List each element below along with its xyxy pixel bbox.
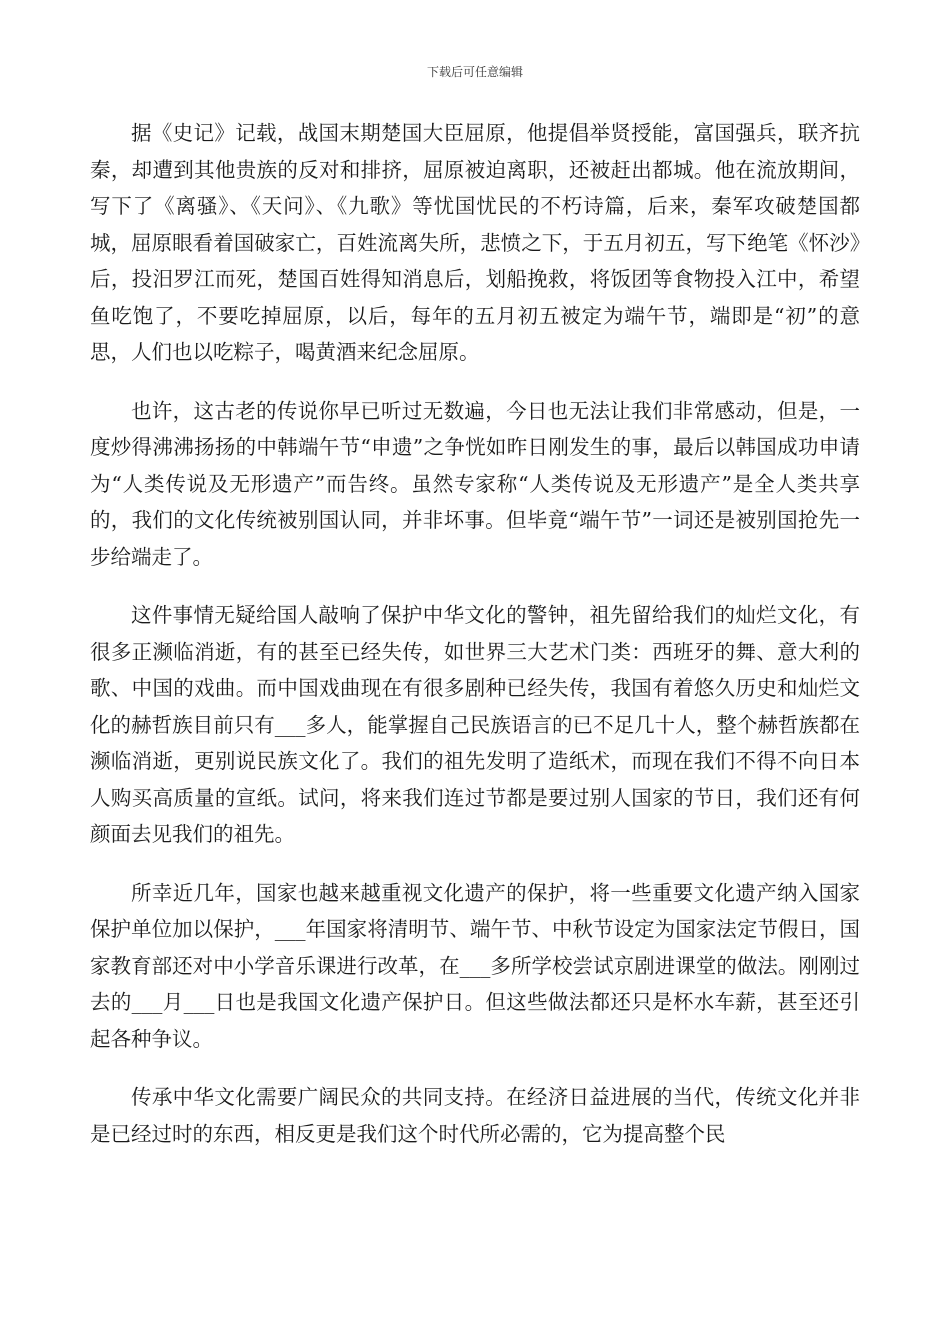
paragraph-5: 传承中华文化需要广阔民众的共同支持。在经济日益进展的当代，传统文化并非是已经过时的东西，相反更是我们这个时代所必需的，它为提高整个民 — [90, 1085, 860, 1146]
paragraph-4: 所幸近几年，国家也越来越重视文化遗产的保护，将一些重要文化遗产纳入国家保护单位加以保护，___年国家将清明节、端午节、中秋节设定为国家法定节假日，国家教育部还对中小学音乐课进行改革，在___多所学校尝试京剧进课堂的做法。刚刚过去的___月___日也是我国文化遗产保护日。但这些做法都还只是杯水车薪，甚至还引起各种争议。 — [90, 880, 860, 1051]
paragraph-3: 这件事情无疑给国人敲响了保护中华文化的警钟，祖先留给我们的灿烂文化，有很多正濒临消逝，有的甚至已经失传，如世界三大艺术门类：西班牙的舞、意大利的歌、中国的戏曲。而中国戏曲现在有很多剧种已经失传，我国有着悠久历史和灿烂文化的赫哲族目前只有___多人，能掌握自己民族语言的已不足几十人，整个赫哲族都在濒临消逝，更别说民族文化了。我们的祖先发明了造纸术，而现在我们不得不向日本人购买高质量的宣纸。试问，将来我们连过节都是要过别人国家的节日，我们还有何颜面去见我们的祖先。 — [90, 603, 860, 846]
document-body — [90, 115, 860, 1152]
paragraph-1: 据《史记》记载，战国末期楚国大臣屈原，他提倡举贤授能，富国强兵，联齐抗秦，却遭到其他贵族的反对和排挤，屈原被迫离职，还被赶出都城。他在流放期间，写下了《离骚》、《天问》、《九歌》等忧国忧民的不朽诗篇，后来，秦军攻破楚国都城，屈原眼看着国破家亡，百姓流离失所，悲愤之下，于五月初五，写下绝笔《怀沙》后，投汨罗江而死，楚国百姓得知消息后，划船挽救，将饭团等食物投入江中，希望鱼吃饱了，不要吃掉屈原，以后，每年的五月初五被定为端午节，端即是“初”的意思，人们也以吃粽子，喝黄酒来纪念屈原。 — [90, 121, 860, 364]
paragraph-2: 也许，这古老的传说你早已听过无数遍，今日也无法让我们非常感动，但是，一度炒得沸沸扬扬的中韩端午节“申遗”之争恍如昨日刚发生的事，最后以韩国成功申请为“人类传说及无形遗产”而告终。虽然专家称“人类传说及无形遗产”是全人类共享的，我们的文化传统被别国认同，并非坏事。但毕竟“端午节”一词还是被别国抢先一步给端走了。 — [90, 398, 860, 569]
page-header: 下载后可任意编辑 — [426, 65, 523, 79]
